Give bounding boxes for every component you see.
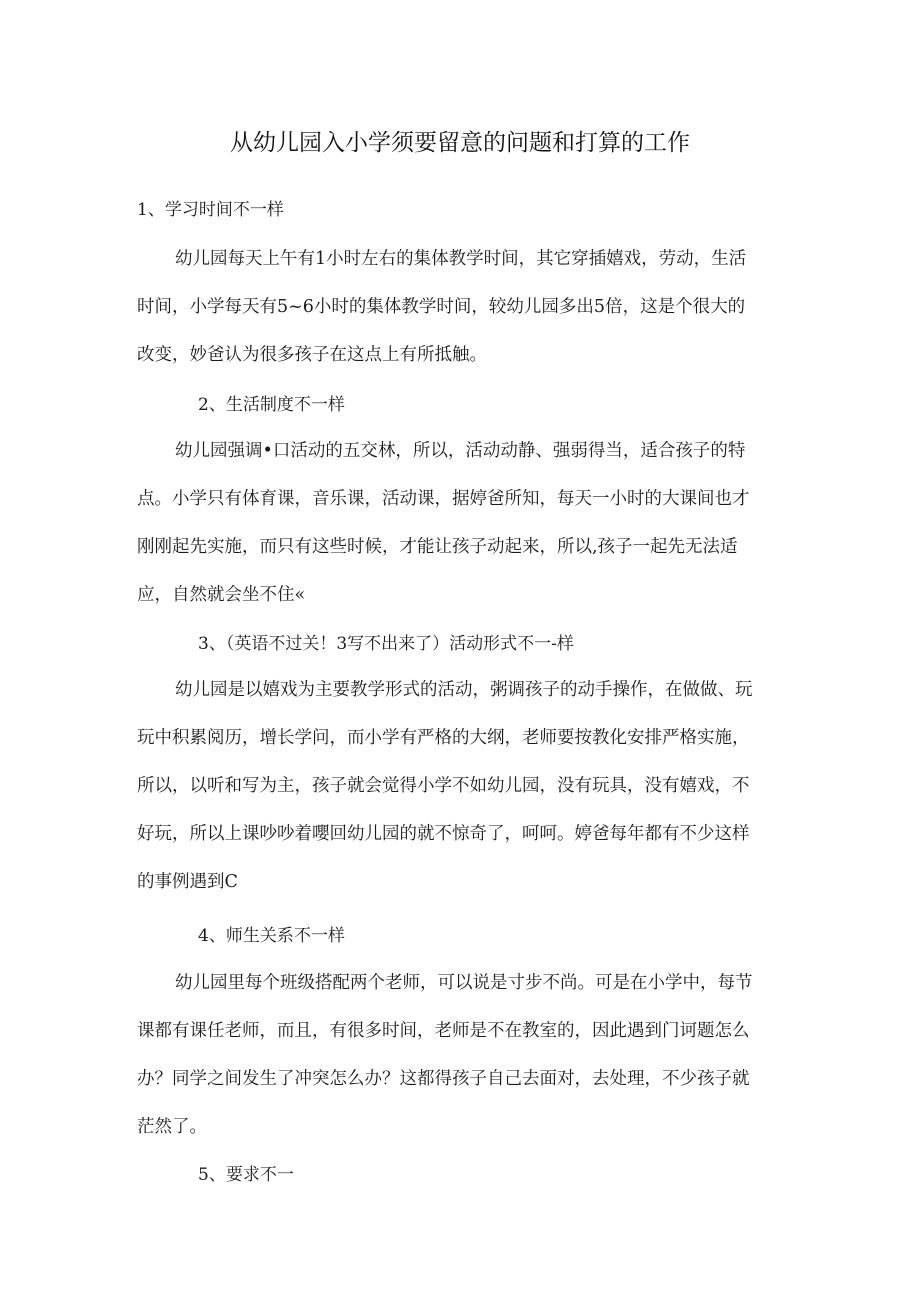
paragraph-line: 课都有课任老师，而且，有很多时间，老师是不在教室的，因此遇到门诃题怎么 [137,1021,750,1041]
paragraph-line: 幼儿园是以嬉戏为主要教学形式的活动，粥调孩子的动手操作，在做做、玩 [175,680,753,700]
paragraph-line: 应，自然就会坐不住« [137,585,306,605]
paragraph-line: 玩中积累阅历，增长学问，而小学有严格的大纲，老师要按教化安排严格实施， [137,728,750,748]
section-3-heading: 3、（英语不过关！3写不出来了）活动形式不一-样 [198,634,574,654]
paragraph-line: 点。小学只有体育课，音乐课，活动课，据婷爸所知，每天一小时的大课间也才 [137,489,750,509]
section-2-heading: 2、生活制度不一样 [198,395,345,415]
section-1-heading: 1、学习时间不一样 [137,200,284,220]
paragraph-line: 幼儿园强调•口活动的五交林，所以，活动动静、强弱得当，适合孩子的特 [175,441,746,461]
section-2-paragraph [137,427,787,619]
paragraph-line: 茫然了。 [137,1117,207,1137]
paragraph-line: 的事例遇到C [137,872,238,892]
paragraph-line: 改变，妙爸认为很多孩子在这点上有所抵触。 [137,345,487,365]
paragraph-line: 办？同学之间发生了冲突怎么办？这都得孩子自己去面对，去处理，不少孩子就 [137,1069,750,1089]
paragraph-line: 所以，以听和写为主，孩子就会觉得小学不如幼儿园，没有玩具，没有嬉戏，不 [137,776,750,796]
paragraph-line: 幼儿园里每个班级搭配两个老师，可以说是寸步不尚。可是在小学中，每节 [175,973,753,993]
page-title: 从幼儿园入小学须要留意的问题和打算的工作 [230,130,690,156]
section-4-heading: 4、师生关系不一样 [198,926,345,946]
section-3-paragraph [137,666,787,906]
section-5-heading: 5、要求不一 [198,1165,294,1185]
paragraph-line: 幼儿园每天上午有1小时左右的集体教学时间，其它穿插嬉戏，劳动，生活 [175,249,747,269]
paragraph-line: 好玩，所以上课吵吵着嚶回幼儿园的就不惊奇了，呵呵。婷爸每年都有不少这样 [137,824,750,844]
paragraph-line: 时间，小学每天有5~6小时的集体教学时间，较幼儿园多出5倍，这是个很大的 [137,297,746,317]
paragraph-line: 刚刚起先实施，而只有这些时候，才能让孩子动起来，所以,孩子一起先无法适 [137,537,738,557]
section-1-paragraph [137,235,787,379]
section-4-paragraph [137,959,787,1151]
